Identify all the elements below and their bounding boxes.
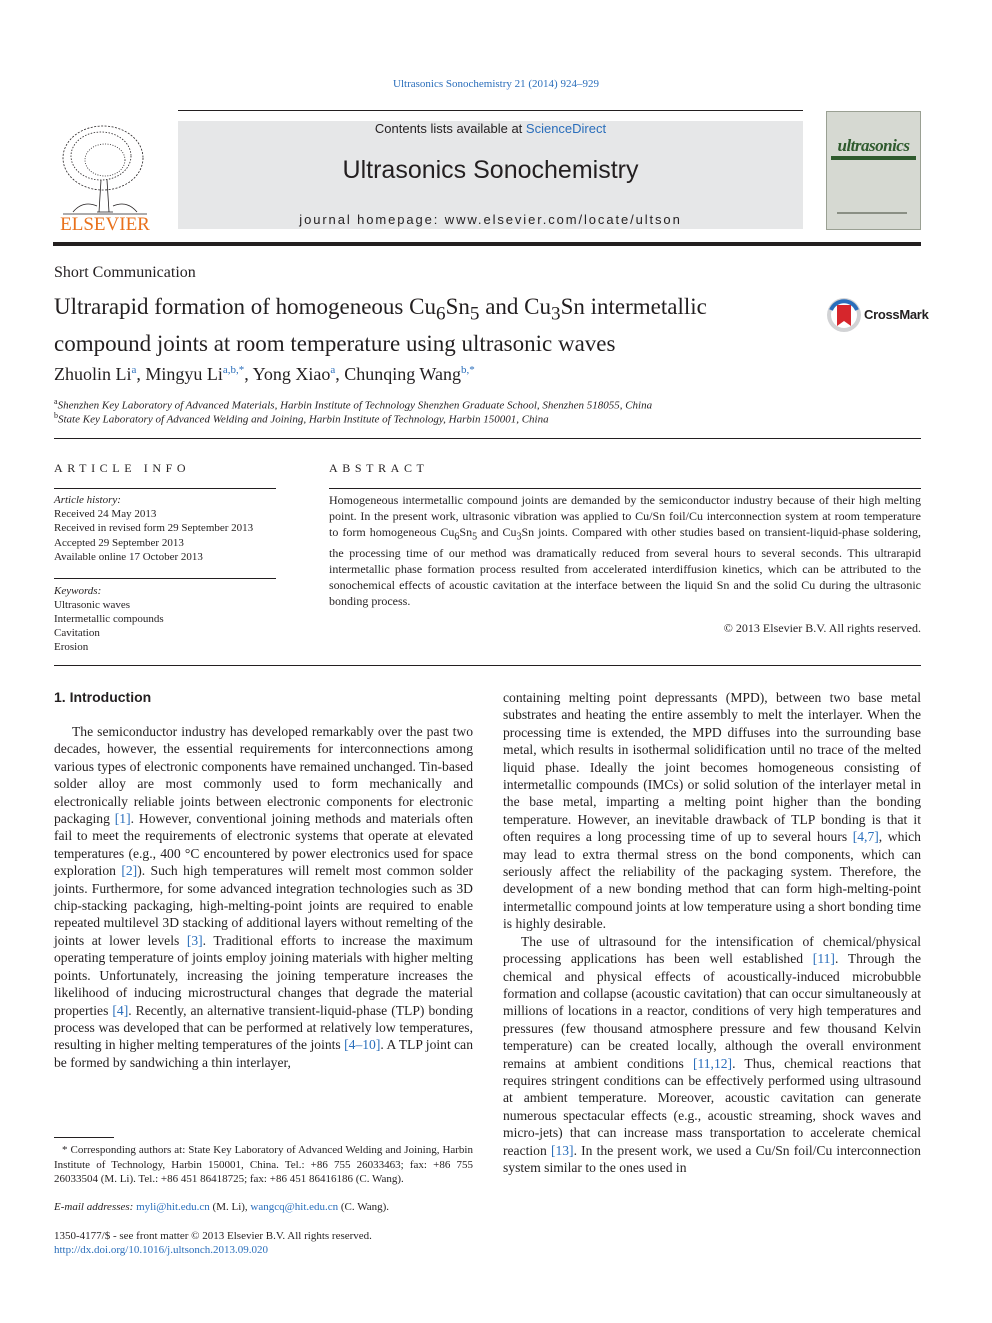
citation-link[interactable]: [13]: [550, 1142, 574, 1158]
abstract-body: Homogeneous intermetallic compound joints are demanded by the semiconductor industry because of their high melting point. In the present work, ultrasonic vibration was applied to Cu/Sn foil/Cu interconnection system at room temperature to form homogeneous $Cu_6Sn_5$ and $Cu_3Sn$ joints. Compared with other studies based on transient-liquid-phase soldering, the processing time of our method was dramatically reduced from several hours to several seconds. This ultrarapid intermetallic phase formation process resulted from accelerated interdiffusion kinetics, which can be attributed to the sonochemical effects of acoustic cavitation at the interface between the liquid Sn and the solid Cu during the ultrasonic bonding process.: [329, 493, 921, 609]
keywords-rule: [54, 578, 276, 579]
keywords-label: Keywords:: [54, 585, 102, 597]
journal-reference[interactable]: Ultrasonics Sonochemistry 21 (2014) 924–929: [393, 78, 599, 90]
paragraph: The use of ultrasound for the intensification of chemical/physical processing applications has been well established [11]. Through the chemical and physical effects of acoustically-induced microbubble formation and collapse (acoustic cavitation) that can occur simultaneously at millions of locations in a reactor, conditions of very high temperatures and pressures (few thousand atmosphere pressure and few thousand Kelvin temperature) can be created locally, although the overall environment remains at ambient conditions [11,12]. Thus, chemical reactions that requires stringent conditions can be effectively performed using ultrasound at ambient temperature. Moreover, acoustic cavitation can generate numerous spectacular effects (e.g., acoustic streaming, shock waves and micro-jets) that can increase mass transportation to accelerate chemical reaction [13]. In the present work, we used a Cu/Sn foil/Cu interconnection system similar to the ones used in: [503, 933, 921, 1175]
affiliation-a: $^a$Shenzhen Key Laboratory of Advanced Materials, Harbin Institute of Technology Shenzhen Graduate School, Shenzhen 518055, China: [54, 397, 653, 412]
paragraph: containing melting point depressants (MPD), between two base metal substrates and heating the entire assembly to melt the interlayer. When the processing time is extended, the MPD diffuses into the surrounding base metal, which results in isothermal solidification until no trace of the melted liquid phase. Ideally the joint becomes homogeneous consisting of intermetallic compounds (IMCs) or solid solution of the interlayer metal in the base metal, imparting a melting point higher than the bonding temperature. However, an inevitable drawback of TLP bonding is that it often requires a long processing time of up to several hours [4,7], which may lead to extra thermal stress on the bond components, which can seriously affect the reliability of the packaging system. Therefore, the development of a new bonding method that can form high-melting-point intermetallic compound joints at low temperature using a short bonding time is highly desirable.: [503, 690, 921, 932]
citation-link[interactable]: [2]: [121, 863, 138, 879]
author-list: Zhuolin Li$^a$, Mingyu $Li^{a,b,*}$, Yong Xiao$^a$, Chunqing Wang$^{b,*}$: [54, 364, 475, 384]
issn-line: 1350-4177/$ - see front matter © 2013 Elsevier B.V. All rights reserved.: [54, 1230, 372, 1242]
abstract-rule: [329, 488, 921, 489]
citation-link[interactable]: [1]: [114, 811, 131, 827]
contents-line: [178, 121, 803, 136]
author-name: Yong Xiao: [252, 364, 331, 384]
homepage-url[interactable]: www.elsevier.com/locate/ultson: [444, 212, 682, 227]
journal-title: Ultrasonics Sonochemistry: [342, 156, 639, 184]
footnote-rule: [54, 1137, 114, 1138]
author-name: Chunqing Wang: [344, 364, 461, 384]
citation-link[interactable]: [4]: [112, 1002, 129, 1018]
contents-prefix: Contents lists available at: [374, 121, 526, 136]
keyword: Erosion: [54, 641, 89, 653]
history-item: Available online 17 October 2013: [54, 551, 203, 563]
history-item: Received in revised form 29 September 2013: [54, 522, 254, 534]
author-affiliation-marker[interactable]: a,b,*: [222, 364, 245, 376]
keyword: Intermetallic compounds: [54, 613, 164, 625]
citation-link[interactable]: [4–10]: [344, 1037, 381, 1053]
affiliation-b: $^b$State Key Laboratory of Advanced Welding and Joining, Harbin Institute of Technology, Harbin 150001, China: [54, 411, 549, 426]
journal-homepage: [178, 212, 803, 227]
header-rule: [178, 110, 803, 111]
homepage-prefix: journal homepage:: [299, 212, 445, 227]
article-info-heading: ARTICLE INFO: [54, 461, 191, 475]
author-affiliation-marker[interactable]: a: [330, 364, 336, 376]
citation-link[interactable]: [11,12]: [692, 1055, 733, 1071]
history-item: Received 24 May 2013: [54, 508, 157, 520]
elsevier-tree-logo: [53, 120, 157, 236]
section-rule: [54, 438, 921, 439]
abstract-copyright: © 2013 Elsevier B.V. All rights reserved.: [723, 621, 921, 635]
elsevier-wordmark: ELSEVIER: [60, 214, 150, 235]
section-rule: [54, 665, 921, 666]
doi-link[interactable]: http://dx.doi.org/10.1016/j.ultsonch.2013.09.020: [54, 1244, 268, 1256]
citation-link[interactable]: [11]: [812, 951, 835, 967]
paper-title: Ultrarapid formation of homogeneous $Cu_6Sn_5$ and $Cu_3Sn$ intermetallic compound joints at room temperature using ultrasonic waves: [54, 294, 707, 356]
abstract-heading: ABSTRACT: [329, 461, 429, 475]
email-footnote: E-mail addresses: myli@hit.edu.cn (M. Li), wangcq@hit.edu.cn (C. Wang).: [54, 1201, 389, 1213]
author-affiliation-marker[interactable]: a: [131, 364, 137, 376]
journal-cover-thumbnail: [826, 111, 921, 230]
history-label: Article history:: [54, 494, 121, 506]
citation-link[interactable]: [4,7]: [852, 829, 879, 845]
body-column-right: [503, 689, 921, 1176]
body-column-left: The semiconductor industry has developed remarkably over the past two decades, however, the essential requirements for interconnections among various types of electronic components have remained unchanged. Tin-based solder alloy are most commonly used to form mechanically and electronically reliable joints between electronic components for electronic packaging [1]. However, conventional joining methods and materials often fail to meet the requirements of electronic systems that operate at elevated temperatures (e.g., 400 °C encountered by power electronics used for space exploration [2]). Such high temperatures will remelt most common solder joints. Furthermore, for some advanced integration technologies such as 3D chip-stacking packaging, high-melting-point joints are required to enable repeated multilevel 3D stacking of additional layers without remelting of the joints at lower levels [3]. Traditional efforts to increase the maximum operating temperature of joints employ joining materials with higher melting points. Unfortunately, increasing the joining temperature increases the likelihood of inducing microstructural changes that degrade the material properties [4]. Recently, an alternative transient-liquid-phase (TLP) bonding process was developed that can be performed at relatively low temperatures, resulting in higher melting temperatures of the joints [4–10]. A TLP joint can be formed by sandwiching a thin interlayer,: [54, 724, 474, 1070]
keyword: Cavitation: [54, 627, 100, 639]
cover-footer-line: [837, 212, 907, 214]
author-name: Zhuolin Li: [54, 364, 132, 384]
section-heading-introduction: 1. Introduction: [54, 689, 152, 705]
cover-title: ultrasonics: [837, 136, 910, 155]
sciencedirect-link[interactable]: ScienceDirect: [525, 121, 607, 136]
author-name: Mingyu Li: [145, 364, 223, 384]
email-link[interactable]: myli@hit.edu.cn: [136, 1201, 210, 1213]
article-type: Short Communication: [54, 264, 196, 281]
keyword: Ultrasonic waves: [54, 599, 131, 611]
article-info-rule: [54, 488, 276, 489]
history-item: Accepted 29 September 2013: [54, 537, 184, 549]
crossmark-label[interactable]: CrossMark: [864, 307, 929, 322]
author-affiliation-marker[interactable]: b,*: [460, 364, 475, 376]
header-thick-rule: [53, 242, 921, 246]
email-link[interactable]: wangcq@hit.edu.cn: [250, 1201, 339, 1213]
citation-link[interactable]: [3]: [186, 932, 203, 948]
cover-band: [831, 156, 916, 160]
corresponding-author-footnote: * Corresponding authors at: State Key Laboratory of Advanced Welding and Joining, Harbin Institute of Technology, Harbin 150001, China. Tel.: +86 755 26033463; fax: +86 755 26033504 (M. Li). Tel.: +86 451 86418725; fax: +86 451 86416186 (C. Wang).: [54, 1144, 473, 1185]
